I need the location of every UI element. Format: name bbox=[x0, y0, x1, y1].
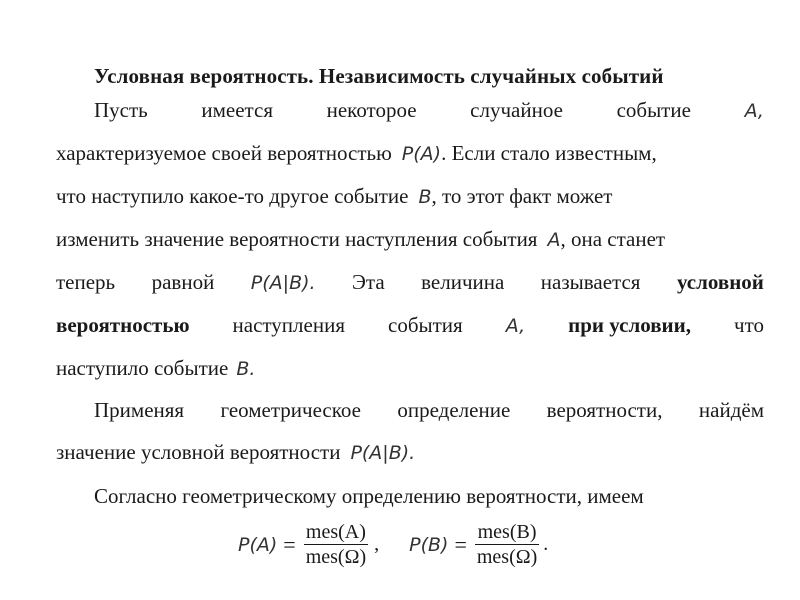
text-segment: , то этот факт может bbox=[431, 184, 613, 208]
text-segment: . Если стало известным, bbox=[441, 141, 657, 165]
text-segment: , она станет bbox=[560, 227, 666, 251]
text-line bbox=[56, 184, 764, 209]
word: геометрическое bbox=[220, 398, 361, 422]
text-line bbox=[56, 141, 764, 166]
page-title: Условная вероятность. Независимость случайных событий bbox=[94, 64, 664, 88]
probability-formula bbox=[238, 520, 548, 569]
word: событие bbox=[616, 98, 691, 122]
text-line bbox=[56, 440, 764, 465]
denominator: mes(Ω) bbox=[305, 546, 367, 568]
word: равной bbox=[151, 270, 215, 294]
formula-lhs-a: P(A) bbox=[238, 533, 278, 556]
text-line bbox=[94, 484, 764, 509]
word: найдём bbox=[698, 398, 764, 422]
word: определение bbox=[397, 398, 511, 422]
math-expression: P(A) bbox=[401, 143, 442, 165]
math-symbol: B bbox=[418, 186, 432, 208]
formula-lhs-b: P(B) bbox=[409, 533, 449, 556]
text-segment: Согласно геометрическому определению вероятности, имеем bbox=[94, 484, 644, 508]
text-segment: наступило событие bbox=[56, 356, 229, 380]
word: Эта bbox=[352, 270, 385, 294]
text-line bbox=[56, 356, 764, 381]
fraction-a bbox=[304, 520, 368, 569]
denominator: mes(Ω) bbox=[476, 546, 538, 568]
text-segment: изменить значение вероятности наступления события bbox=[56, 227, 538, 251]
math-expression: P(A|B). bbox=[250, 272, 316, 294]
math-symbol: A, bbox=[744, 100, 764, 122]
word: величина bbox=[421, 270, 505, 294]
word: события bbox=[388, 313, 463, 337]
word: некоторое bbox=[326, 98, 417, 122]
numerator: mes(A) bbox=[305, 521, 366, 543]
math-symbol: A, bbox=[505, 315, 526, 337]
math-symbol: A bbox=[547, 229, 561, 251]
bold-term: вероятностью bbox=[56, 313, 190, 337]
bold-term: условной bbox=[676, 270, 764, 294]
math-expression: P(A|B). bbox=[350, 442, 416, 464]
word: вероятности, bbox=[546, 398, 663, 422]
equals-sign: = bbox=[454, 531, 467, 557]
text-segment: значение условной вероятности bbox=[56, 440, 341, 464]
word: называется bbox=[540, 270, 641, 294]
text-line bbox=[56, 227, 764, 252]
text-line bbox=[56, 270, 764, 295]
word: Пусть bbox=[94, 98, 148, 122]
word: случайное bbox=[470, 98, 563, 122]
word: теперь bbox=[56, 270, 116, 294]
text-line bbox=[56, 313, 764, 338]
word: что bbox=[734, 313, 764, 337]
text-segment: что наступило какое-то другое событие bbox=[56, 184, 409, 208]
numerator: mes(B) bbox=[477, 521, 537, 543]
period: . bbox=[543, 533, 549, 555]
math-symbol: B. bbox=[236, 358, 256, 380]
text-segment: характеризуемое своей вероятностью bbox=[56, 141, 392, 165]
word: Применяя bbox=[94, 398, 185, 422]
text-line bbox=[94, 98, 764, 123]
fraction-b bbox=[475, 520, 539, 569]
bold-term: при условии, bbox=[568, 313, 691, 337]
comma: , bbox=[374, 533, 380, 555]
text-line bbox=[94, 398, 764, 423]
equals-sign: = bbox=[283, 531, 296, 557]
word: имеется bbox=[201, 98, 273, 122]
word: наступления bbox=[232, 313, 345, 337]
